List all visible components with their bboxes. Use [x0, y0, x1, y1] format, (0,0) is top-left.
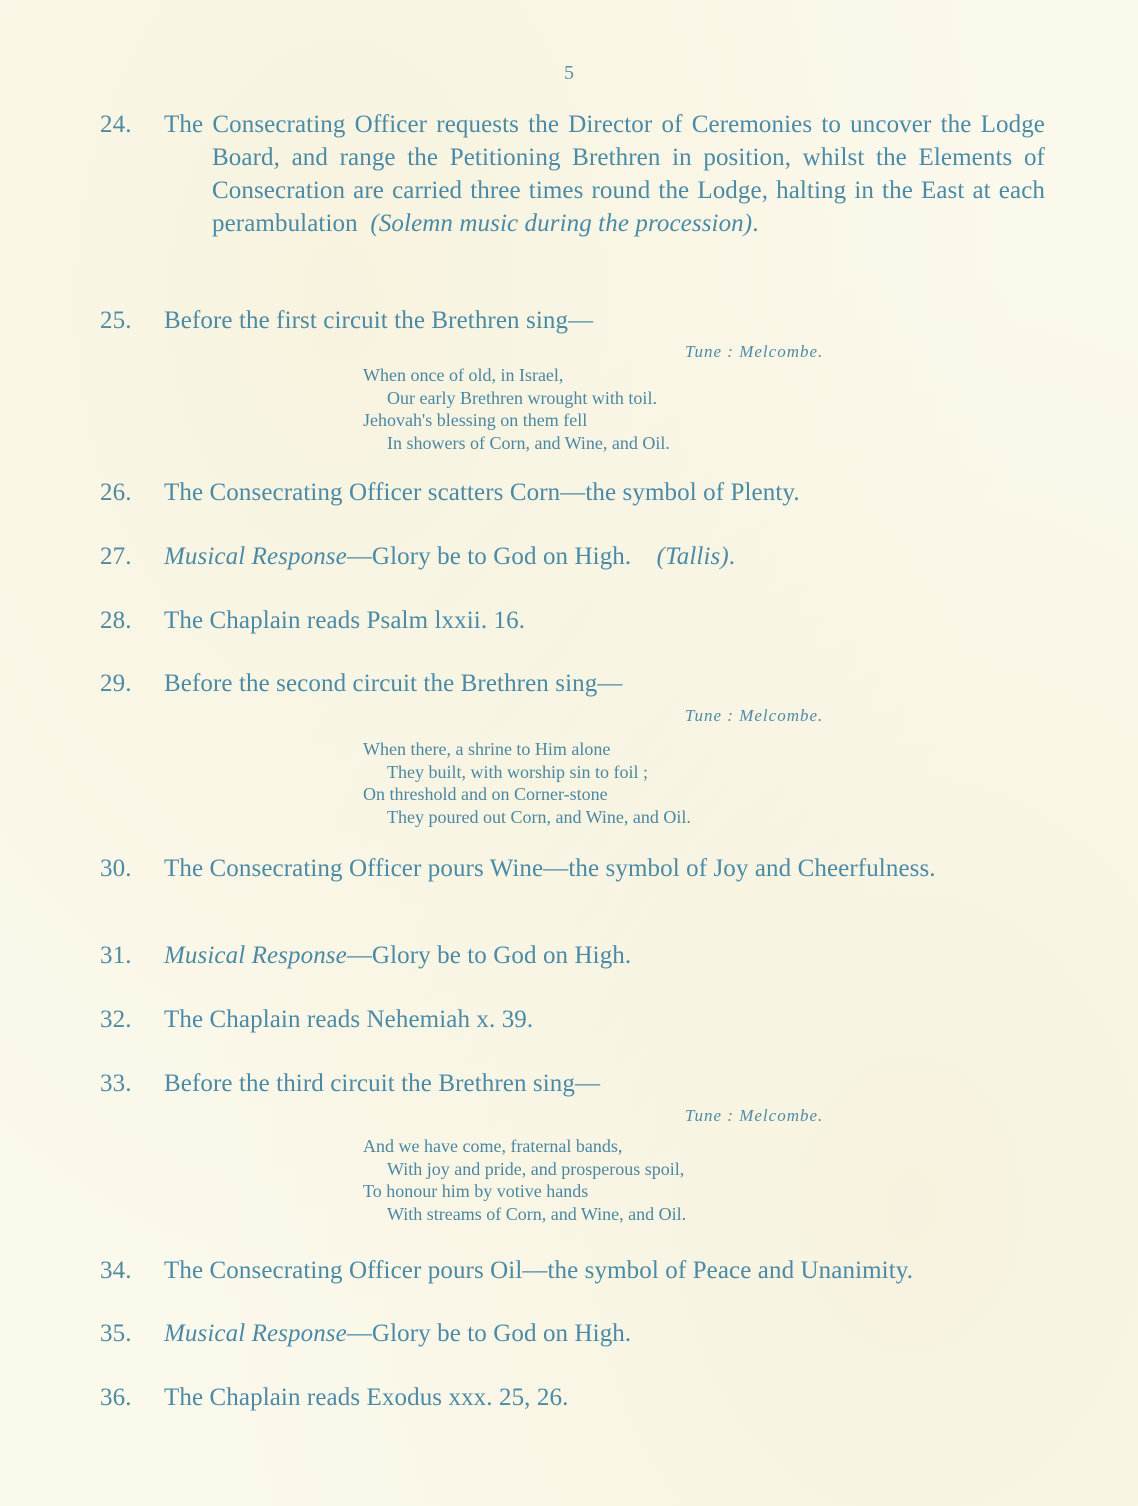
item-number: 26.: [100, 479, 132, 506]
list-item-36: [100, 1381, 1045, 1414]
item-italic-label: Musical Response: [164, 1320, 347, 1347]
item-italic-note: (Tallis): [656, 543, 729, 570]
item-body-text: The Consecrating Officer requests the Director of Ceremonies to uncover the Lodge Board, and range the Petitioning Brethren in position, whilst the Elements of Consecration are carried three times round the Lodge, halting in the East at each perambulation: [164, 111, 1045, 237]
item-text: Before the second circuit the Brethren sing—: [164, 670, 623, 697]
item-number: 36.: [100, 1384, 132, 1411]
list-item-32: [100, 1003, 1045, 1036]
list-item-35: [100, 1317, 1045, 1350]
item-end-punct: .: [752, 210, 759, 237]
list-item-26: [100, 476, 1045, 509]
verse-line: Our early Brethren wrought with toil.: [387, 387, 657, 408]
item-text: The Consecrating Officer pours Oil—the symbol of Peace and Unanimity.: [164, 1257, 914, 1284]
item-number: 34.: [100, 1257, 132, 1284]
item-number: 27.: [100, 543, 132, 570]
item-number: 29.: [100, 670, 132, 697]
verse-line: They poured out Corn, and Wine, and Oil.: [387, 806, 691, 827]
item-number: 31.: [100, 942, 132, 969]
verse-line: With joy and pride, and prosperous spoil,: [387, 1158, 685, 1179]
hymn-verse: [363, 1135, 686, 1225]
item-number: 32.: [100, 1006, 132, 1033]
verse-line: Jehovah's blessing on them fell: [363, 410, 588, 430]
item-italic-label: Musical Response: [164, 543, 347, 570]
item-body-text: —Glory be to God on High.: [346, 1320, 632, 1347]
tune-label: Tune : Melcombe.: [685, 1106, 824, 1125]
item-italic-note: (Solemn music during the procession): [370, 210, 753, 237]
list-item-25: [100, 304, 1045, 337]
item-body-text: —Glory be to God on High.: [346, 543, 632, 570]
page-number: 5: [564, 62, 574, 84]
item-number: 25.: [100, 307, 132, 334]
item-text: Before the third circuit the Brethren sing—: [164, 1070, 601, 1097]
item-text: [164, 1317, 1045, 1350]
tune-label: Tune : Melcombe.: [685, 342, 824, 361]
item-text: The Consecrating Officer pours Wine—the symbol of Joy and Cheerfulness.: [164, 855, 936, 882]
list-item-28: [100, 604, 1045, 637]
item-text: [164, 108, 1045, 240]
list-item-30: [100, 852, 1045, 885]
verse-line: On threshold and on Corner-stone: [363, 784, 608, 804]
item-text: The Chaplain reads Exodus xxx. 25, 26.: [164, 1384, 569, 1411]
item-number: 35.: [100, 1320, 132, 1347]
item-text: The Consecrating Officer scatters Corn—the symbol of Plenty.: [164, 479, 800, 506]
list-item-24: [100, 108, 1045, 240]
item-number: 24.: [100, 111, 132, 138]
item-text: Before the first circuit the Brethren sing—: [164, 307, 594, 334]
list-item-34: [100, 1254, 1045, 1287]
verse-line: When once of old, in Israel,: [363, 365, 564, 385]
item-text: The Chaplain reads Nehemiah x. 39.: [164, 1006, 534, 1033]
verse-line: When there, a shrine to Him alone: [363, 739, 611, 759]
tune-label: Tune : Melcombe.: [685, 706, 824, 725]
item-italic-label: Musical Response: [164, 942, 347, 969]
verse-line: They built, with worship sin to foil ;: [387, 761, 648, 782]
list-item-29: [100, 667, 1045, 700]
verse-line: In showers of Corn, and Wine, and Oil.: [387, 432, 670, 453]
hymn-verse: [363, 364, 670, 454]
verse-line: And we have come, fraternal bands,: [363, 1136, 623, 1156]
list-item-27: [100, 540, 1045, 573]
item-text: [164, 540, 1045, 573]
item-number: 28.: [100, 607, 132, 634]
hymn-verse: [363, 738, 691, 828]
verse-line: With streams of Corn, and Wine, and Oil.: [387, 1203, 687, 1224]
list-item-31: [100, 939, 1045, 972]
item-text: [164, 939, 1045, 972]
item-body-text: —Glory be to God on High.: [346, 942, 632, 969]
item-end-punct: .: [728, 543, 736, 570]
list-item-33: [100, 1067, 1045, 1100]
item-number: 30.: [100, 855, 132, 882]
item-text: The Chaplain reads Psalm lxxii. 16.: [164, 607, 526, 634]
item-number: 33.: [100, 1070, 132, 1097]
verse-line: To honour him by votive hands: [363, 1181, 589, 1201]
